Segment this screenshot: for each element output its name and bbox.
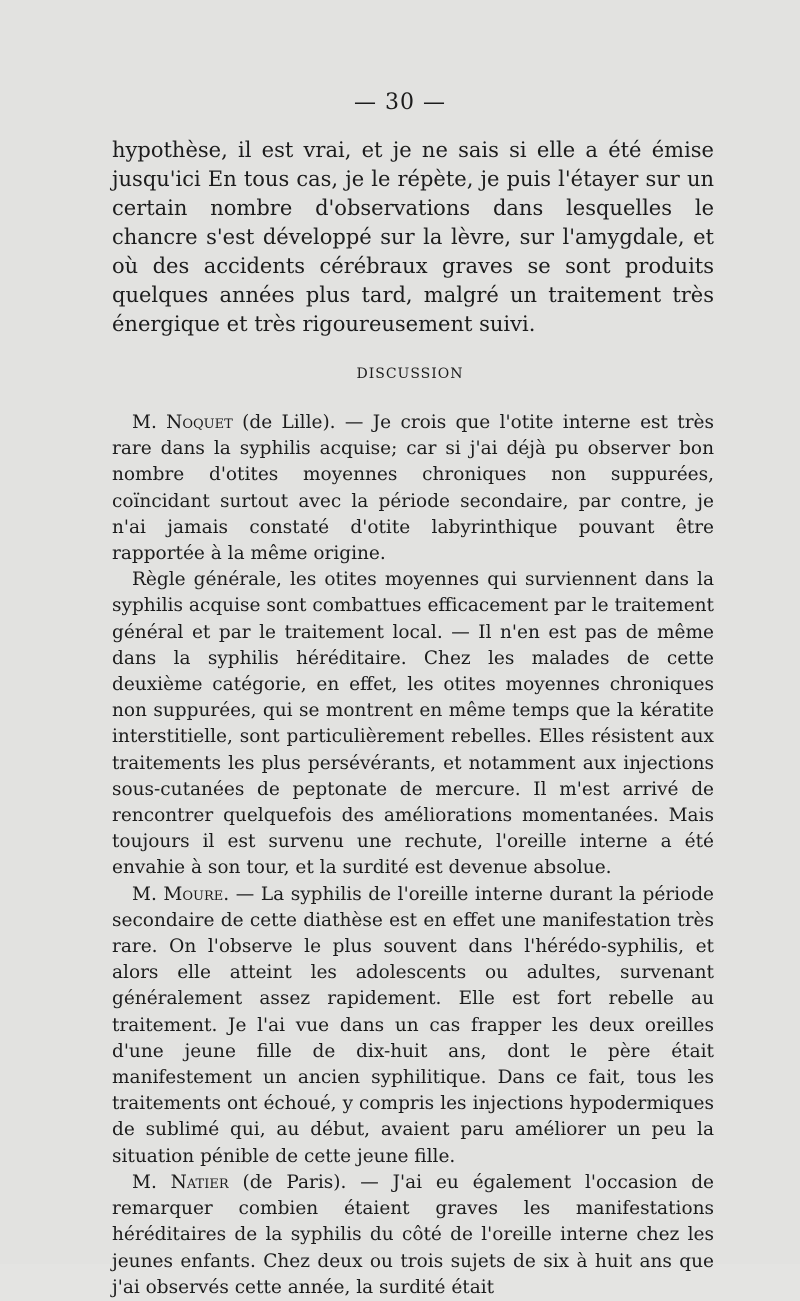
speaker-origin: (de Lille). — [232, 412, 373, 433]
page-number: — 30 — [354, 90, 446, 115]
speech-text: Je crois que l'otite interne est très rare dans la syphilis acquise; car si j'ai déjà pu observer bon nombre d'otites moyennes chroniques non suppurées, coïncidant surtout avec la période secondaire, par contre, je n'ai jamais constaté d'otite labyrinthique pouvant être rapportée à la même origine. [112, 412, 715, 565]
discussion-body [112, 410, 714, 1301]
section-heading: DISCUSSION [356, 366, 464, 382]
speaker-noquet: M. Noquet [132, 412, 233, 433]
speaker-moure: M. Moure. [132, 883, 230, 905]
speech-noquet-continuation: Règle générale, les otites moyennes qui surviennent dans la syphilis acquise sont combattues efficacement par le traitement général et par le traitement local. — Il n'en est pas de même dans la syphilis héréditaire. Chez les malades de cette deuxième catégorie, en effet, les otites moyennes chroniques non suppurées, qui se montrent en même temps que la kératite interstitielle, sont particulièrement rebelles. Elles résistent aux traitements les plus persévérants, et notamment aux injections sous-cutanées de peptonate de mercure. Il m'est arrivé de rencontrer quelquefois des améliorations momentanées. Mais toujours il est survenu une rechute, l'oreille interne a été envahie à son tour, et la surdité est devenue absolue. [112, 569, 714, 879]
speech-moure [112, 882, 714, 1170]
speech-text: La syphilis de l'oreille interne durant la période secondaire de cette diathèse est en effet une manifestation très rare. On l'observe le plus souvent dans l'hérédo-syphilis, et alors elle atteint les adolescents ou adultes, survenant généralement assez rapidement. Elle est fort rebelle au traitement. Je l'ai vue dans un cas frapper les deux oreilles d'une jeune fille de dix-huit ans, dont le père était manifestement un ancien syphilitique. Dans ce fait, tous les traitements ont échoué, y compris les injections hypodermiques de sublimé qui, au début, avaient paru améliorer un peu la situation pénible de cette jeune fille. [112, 883, 714, 1167]
speaker-origin: — [229, 883, 261, 905]
speech-natier [112, 1170, 714, 1301]
speech-text: J'ai eu également l'occasion de remarquer combien étaient graves les manifestations héréditaires de la syphilis du côté de l'oreille interne chez les jeunes enfants. Chez deux ou trois sujets de six à huit ans que j'ai observés cette année, la surdité était [112, 1171, 715, 1298]
speaker-origin: (de Paris). — [228, 1171, 393, 1193]
opening-paragraph: hypothèse, il est vrai, et je ne sais si elle a été émise jusqu'ici En tous cas, je le répète, je puis l'étayer sur un certain nombre d'observations dans lesquelles le chancre s'est développé sur la lèvre, sur l'amygdale, et où des accidents cérébraux graves se sont produits quelques années plus tard, malgré un traitement très énergique et très rigoureusement suivi. [112, 138, 714, 336]
opening-paragraph-block [112, 136, 714, 339]
speaker-natier: M. Natier [132, 1171, 229, 1193]
speech-noquet [112, 410, 714, 567]
